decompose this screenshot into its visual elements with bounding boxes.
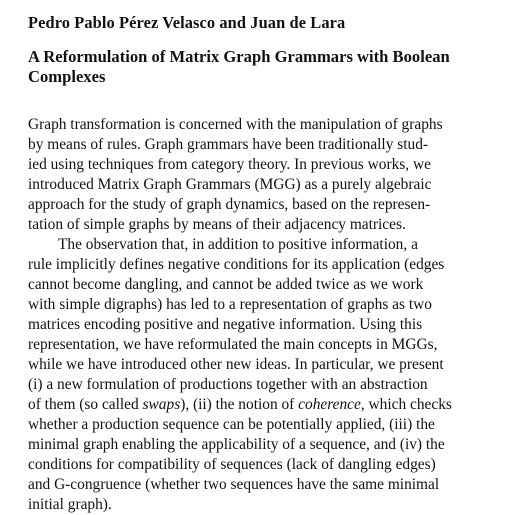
text-line: conditions for compatibility of sequences (lack of dangling edges) [28, 456, 436, 473]
text-line: by means of rules. Graph grammars have been traditionally stud- [28, 136, 429, 153]
abstract-paragraph-1 [28, 115, 491, 235]
term-coherence: coherence [298, 396, 361, 413]
text-line: initial graph). [28, 496, 112, 513]
title-line: A Reformulation of Matrix Graph Grammars with Boolean [28, 47, 450, 66]
text-run: of them (so called [28, 396, 143, 413]
text-run: ), (ii) the notion of [180, 396, 299, 413]
text-line: tation of simple graphs by means of their adjacency matrices. [28, 216, 406, 233]
paper-title [28, 47, 491, 87]
text-line: ied using techniques from category theory. In previous works, we [28, 156, 431, 173]
title-line: Complexes [28, 67, 106, 86]
text-line: and G-congruence (whether two sequences have the same minimal [28, 476, 440, 493]
abstract [28, 115, 491, 515]
text-line: whether a production sequence can be potentially applied, (iii) the [28, 416, 435, 433]
text-line: while we have introduced other new ideas. In particular, we present [28, 356, 444, 373]
text-line: matrices encoding positive and negative information. Using this [28, 316, 423, 333]
text-line: approach for the study of graph dynamics, based on the represen- [28, 196, 431, 213]
term-swaps: swaps [142, 396, 181, 413]
text-line: introduced Matrix Graph Grammars (MGG) as a purely algebraic [28, 176, 432, 193]
text-line: (i) a new formulation of productions together with an abstraction [28, 376, 428, 393]
text-line: Graph transformation is concerned with the manipulation of graphs [28, 116, 443, 133]
text-run: , which checks [360, 396, 452, 413]
text-line [28, 395, 491, 415]
text-line: The observation that, in addition to positive information, a [58, 236, 418, 253]
text-line: rule implicitly defines negative conditions for its application (edges [28, 256, 445, 273]
abstract-paragraph-2 [28, 235, 491, 515]
text-line: minimal graph enabling the applicability of a sequence, and (iv) the [28, 436, 445, 453]
text-line: cannot become dangling, and cannot be added twice as we work [28, 276, 424, 293]
text-line: representation, we have reformulated the main concepts in MGGs, [28, 336, 438, 353]
text-line: with simple digraphs) has led to a representation of graphs as two [28, 296, 432, 313]
author-names: Pedro Pablo Pérez Velasco and Juan de Lara [28, 13, 346, 32]
